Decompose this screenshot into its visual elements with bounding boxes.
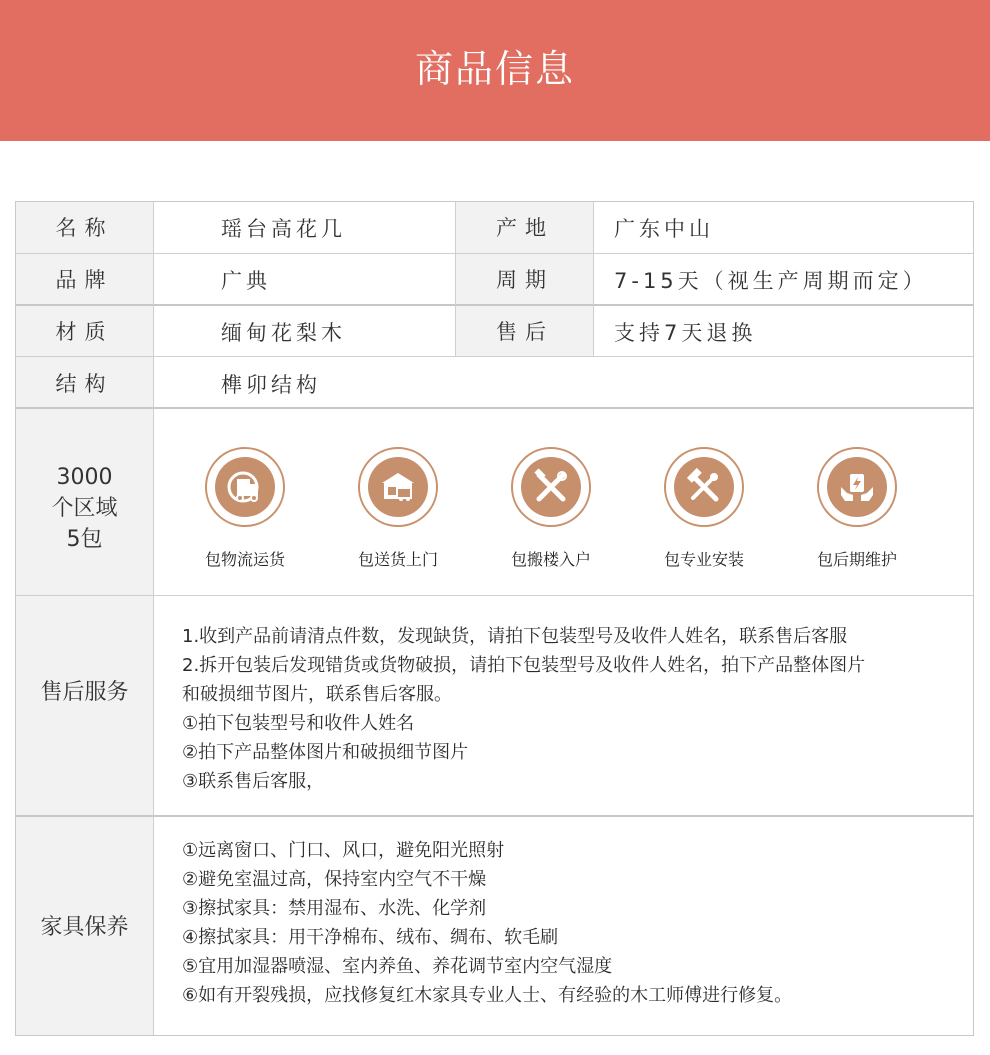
logistics-truck-icon [225, 467, 265, 507]
service-label: 包送货上门 [357, 550, 438, 569]
delivery-warehouse-icon [378, 467, 418, 507]
service-install [634, 447, 774, 571]
header-banner [0, 0, 990, 141]
value-material: 缅甸花梨木 [221, 321, 346, 345]
service-upstairs [481, 447, 621, 571]
after-sales-line: ③联系售后客服， [182, 771, 325, 792]
care-line: ⑤宜用加湿器喷湿、室内养鱼、养花调节室内空气湿度 [182, 956, 613, 977]
care-line: ③擦拭家具：禁用湿布、水洗、化学剂 [182, 898, 487, 919]
value-cycle: 7-15天（视生产周期而定） [614, 269, 928, 293]
service-label: 包后期维护 [816, 550, 897, 569]
service-label: 包专业安装 [663, 550, 744, 569]
after-sales-text [182, 622, 865, 796]
after-sales-line: ①拍下包装型号和收件人姓名 [182, 713, 415, 734]
label-brand: 品牌 [55, 268, 114, 292]
after-sales-label: 售后服务 [40, 680, 129, 705]
label-name: 名称 [55, 216, 114, 240]
product-info-table [15, 201, 974, 1036]
label-structure: 结构 [55, 372, 114, 396]
after-sales-line: 2.拆开包装后发现错货或货物破损，请拍下包装型号及收件人姓名，拍下产品整体图片 [182, 655, 866, 676]
care-text [182, 836, 792, 1010]
services-label-line: 3000 [56, 465, 113, 490]
service-delivery [328, 447, 468, 571]
services-label-line: 个区域 [51, 496, 118, 521]
services-label-line: 5包 [66, 527, 103, 552]
after-sales-line: 1.收到产品前请清点件数，发现缺货，请拍下包装型号及收件人姓名，联系售后客服 [182, 626, 848, 647]
carry-upstairs-tools-icon [531, 467, 571, 507]
service-label: 包物流运货 [204, 550, 285, 569]
care-line: ④擦拭家具：用干净棉布、绒布、绸布、软毛刷 [182, 927, 559, 948]
value-brand: 广典 [221, 269, 271, 293]
service-label: 包搬楼入户 [510, 550, 591, 569]
care-line: ①远离窗口、门口、风口，避免阳光照射 [182, 840, 505, 861]
label-origin: 产地 [496, 216, 554, 240]
service-maintenance [787, 447, 927, 571]
page-title: 商品信息 [414, 47, 575, 91]
care-label: 家具保养 [40, 915, 129, 940]
after-sales-line: 和破损细节图片，联系售后客服。 [182, 684, 452, 705]
services-label [16, 462, 153, 555]
after-sales-line: ②拍下产品整体图片和破损细节图片 [182, 742, 469, 763]
care-line: ⑥如有开裂残损，应找修复红木家具专业人士、有经验的木工师傅进行修复。 [182, 985, 793, 1006]
service-logistics [175, 447, 315, 571]
value-origin: 广东中山 [614, 217, 714, 241]
label-after-sale: 售后 [496, 320, 554, 344]
value-after-sale: 支持7天退换 [614, 321, 757, 345]
maintenance-hands-icon [837, 467, 877, 507]
care-line: ②避免室温过高，保持室内空气不干燥 [182, 869, 487, 890]
label-cycle: 周期 [496, 268, 554, 292]
value-name: 瑶台高花几 [221, 217, 346, 241]
value-structure: 榫卯结构 [221, 373, 321, 397]
label-material: 材质 [55, 320, 114, 344]
installation-tools-icon [684, 467, 724, 507]
